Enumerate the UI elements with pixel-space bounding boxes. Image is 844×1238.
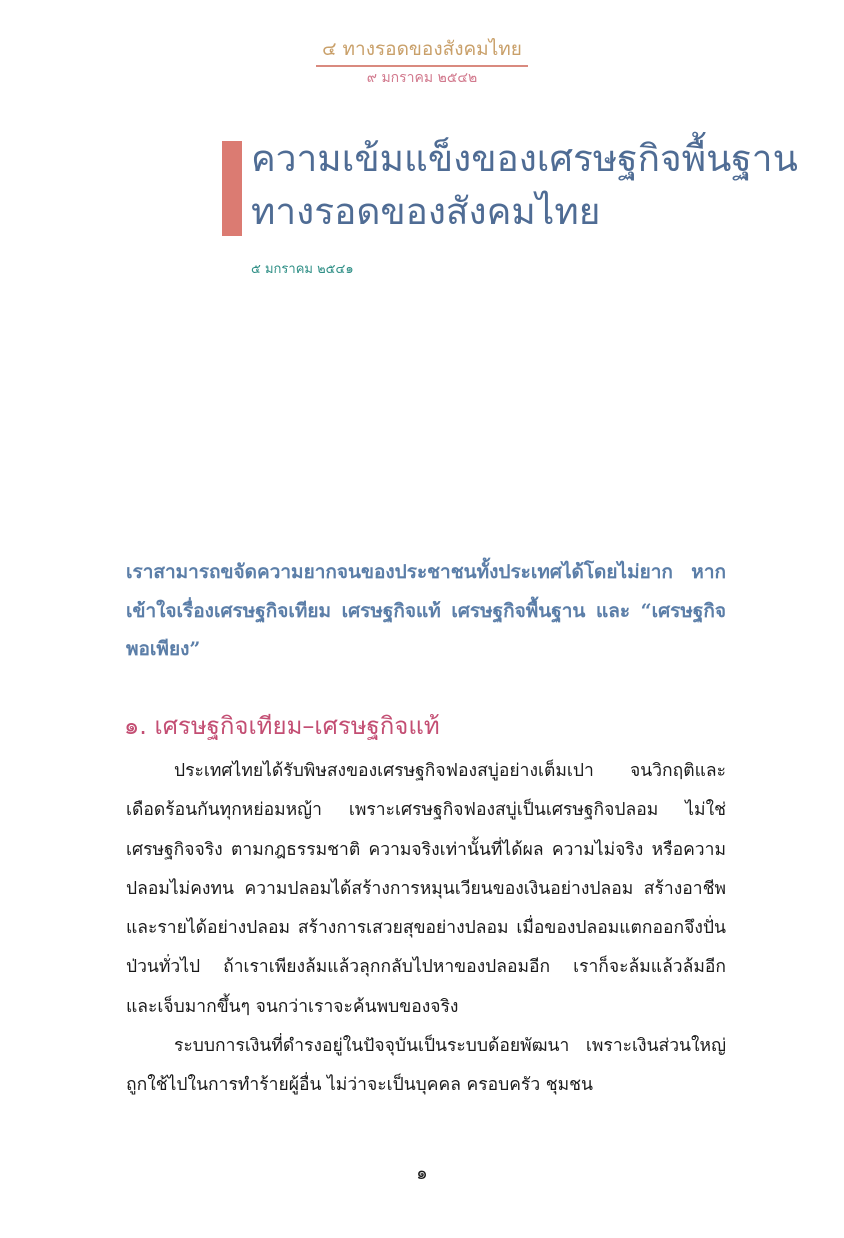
page-number: ๑ [416, 1163, 428, 1184]
chapter-title [251, 132, 811, 238]
series-date: ๙ มกราคม ๒๕๔๒ [366, 70, 478, 86]
section-heading: ๑. เศรษฐกิจเทียม–เศรษฐกิจแท้ [124, 712, 440, 740]
running-header [0, 36, 844, 87]
body-paragraph: ระบบการเงินที่ดำรงอยู่ในปัจจุบันเป็นระบบด้อยพัฒนา เพราะเงินส่วนใหญ่ถูกใช้ไปในการทำร้ายผู้อื่น ไม่ว่าจะเป็นบุคคล ครอบครัว ชุมชน [126, 1036, 726, 1096]
body-paragraph: ประเทศไทยได้รับพิษสงของเศรษฐกิจฟองสบู่อย่างเต็มเปา จนวิกฤติและเดือดร้อนกันทุกหย่อมหญ้า เพราะเศรษฐกิจฟองสบู่เป็นเศรษฐกิจปลอม ไม่ใช่เศรษฐกิจจริง ตามกฎธรรมชาติ ความจริงเท่านั้นที่ได้ผล ความไม่จริง หรือความปลอมไม่คงทน ความปลอมได้สร้างการหมุนเวียนของเงินอย่างปลอม สร้างอาชีพและรายได้อย่างปลอม สร้างการเสวยสุขอย่างปลอม เมื่อของปลอมแตกออกจึงปั่นป่วนทั่วไป ถ้าเราเพียงล้มแล้วลุกกลับไปหาของปลอมอีก เราก็จะล้มแล้วล้มอีก และเจ็บมากขึ้นๆ จนกว่าเราจะค้นพบของจริง [126, 761, 726, 1017]
chapter-title-line-1: ความเข้มแข็งของเศรษฐกิจพื้นฐาน [251, 137, 798, 180]
chapter-date: ๕ มกราคม ๒๕๔๑ [251, 262, 354, 277]
chapter-title-line-2: ทางรอดของสังคมไทย [251, 190, 601, 233]
title-accent-bar [222, 141, 242, 236]
body-text [126, 752, 726, 1106]
series-title: ๔ ทางรอดของสังคมไทย [316, 36, 528, 67]
chapter-abstract: เราสามารถขจัดความยากจนของประชาชนทั้งประเทศได้โดยไม่ยาก หากเข้าใจเรื่องเศรษฐกิจเทียม เศรษฐกิจแท้ เศรษฐกิจพื้นฐาน และ “เศรษฐกิจพอเพียง” [126, 561, 726, 660]
